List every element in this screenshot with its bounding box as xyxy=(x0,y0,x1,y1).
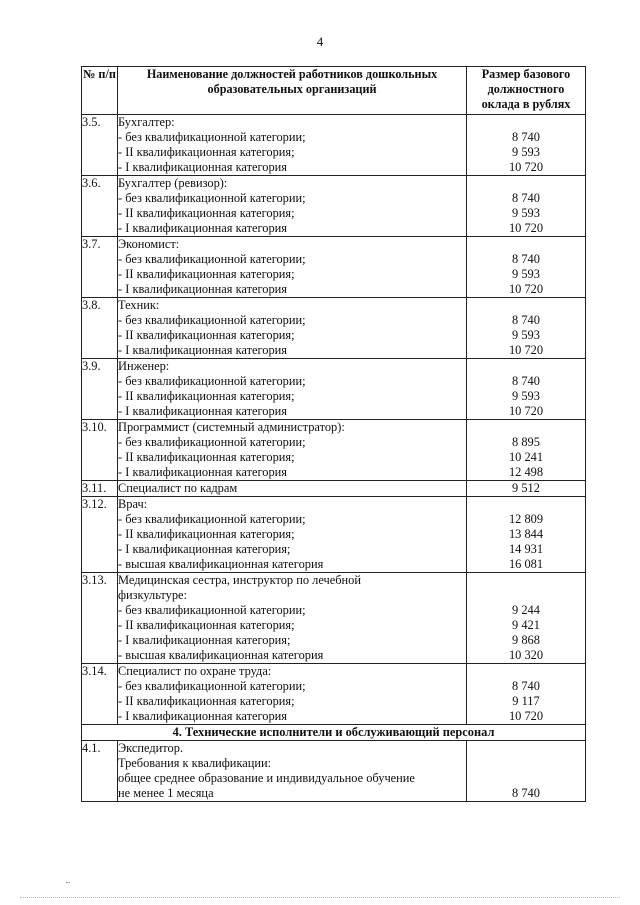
category-label: - II квалификационная категория; xyxy=(118,527,295,541)
row-number xyxy=(82,298,118,359)
position-title: Инженер: xyxy=(118,359,170,373)
table-row xyxy=(82,497,586,573)
row-number-text: 3.7. xyxy=(82,237,101,251)
salary-value: 8 740 xyxy=(512,786,540,800)
position-cell xyxy=(118,664,467,725)
row-number xyxy=(82,420,118,481)
header-position-name: Наименование должностей работников дошкольных образовательных организаций xyxy=(118,67,467,115)
table-row xyxy=(82,237,586,298)
salary-value: 9 593 xyxy=(512,328,540,342)
salary-value: 9 868 xyxy=(512,633,540,647)
row-number-text: 3.9. xyxy=(82,359,101,373)
table-row xyxy=(82,664,586,725)
row-number-text: 3.8. xyxy=(82,298,101,312)
category-label: - I квалификационная категория xyxy=(118,709,288,723)
row-number-text: 3.10. xyxy=(82,420,107,434)
position-title-continued: физкультуре: xyxy=(118,588,187,602)
row-number xyxy=(82,115,118,176)
row-number xyxy=(82,741,118,802)
position-title: Специалист по охране труда: xyxy=(118,664,272,678)
position-title: Специалист по кадрам xyxy=(118,481,238,495)
salary-cell xyxy=(467,298,586,359)
category-label: - без квалификационной категории; xyxy=(118,130,306,144)
row-number xyxy=(82,237,118,298)
row-number xyxy=(82,573,118,664)
salary-value: 12 498 xyxy=(508,465,544,479)
page-number: 4 xyxy=(316,34,324,49)
salary-value: 9 593 xyxy=(512,206,540,220)
category-label: - I квалификационная категория; xyxy=(118,542,291,556)
position-description-line: общее среднее образование и индивидуальное обучение xyxy=(118,771,415,785)
table-row xyxy=(82,115,586,176)
category-label: - высшая квалификационная категория xyxy=(118,648,324,662)
salary-value: 8 895 xyxy=(512,435,540,449)
section-heading: 4. Технические исполнители и обслуживающий персонал xyxy=(82,725,586,741)
category-label: - I квалификационная категория; xyxy=(118,633,291,647)
category-label: - без квалификационной категории; xyxy=(118,252,306,266)
table-row xyxy=(82,741,586,802)
position-description-line: не менее 1 месяца xyxy=(118,786,214,800)
salary-table xyxy=(81,66,586,802)
category-label: - II квалификационная категория; xyxy=(118,328,295,342)
salary-cell xyxy=(467,420,586,481)
category-label: - без квалификационной категории; xyxy=(118,435,306,449)
salary-value: 9 593 xyxy=(512,389,540,403)
position-title: Техник: xyxy=(118,298,160,312)
category-label: - II квалификационная категория; xyxy=(118,694,295,708)
salary-value: 10 720 xyxy=(508,221,544,235)
section-heading-row xyxy=(82,725,586,741)
scan-mark xyxy=(66,882,70,887)
position-cell xyxy=(118,497,467,573)
position-title: Бухгалтер (ревизор): xyxy=(118,176,228,190)
position-cell xyxy=(118,741,467,802)
salary-value: 10 720 xyxy=(508,709,544,723)
salary-value: 9 593 xyxy=(512,267,540,281)
category-label: - II квалификационная категория; xyxy=(118,145,295,159)
salary-value: 8 740 xyxy=(512,679,540,693)
table-header-row xyxy=(82,67,586,115)
salary-value: 8 740 xyxy=(512,252,540,266)
salary-value: 8 740 xyxy=(512,313,540,327)
category-label: - I квалификационная категория xyxy=(118,465,288,479)
salary-value: 8 740 xyxy=(512,130,540,144)
row-number xyxy=(82,359,118,420)
salary-value: 8 740 xyxy=(512,374,540,388)
position-cell xyxy=(118,298,467,359)
category-label: - без квалификационной категории; xyxy=(118,313,306,327)
table-row xyxy=(82,176,586,237)
category-label: - I квалификационная категория xyxy=(118,160,288,174)
row-number-text: 3.11. xyxy=(82,481,107,495)
salary-value: 9 512 xyxy=(512,481,540,495)
position-title: Экономист: xyxy=(118,237,180,251)
position-title: Бухгалтер: xyxy=(118,115,175,129)
salary-cell xyxy=(467,359,586,420)
salary-cell xyxy=(467,176,586,237)
salary-value: 9 421 xyxy=(512,618,540,632)
position-cell xyxy=(118,359,467,420)
row-number-text: 3.6. xyxy=(82,176,101,190)
table-row xyxy=(82,298,586,359)
position-cell xyxy=(118,420,467,481)
category-label: - без квалификационной категории; xyxy=(118,191,306,205)
salary-cell xyxy=(467,664,586,725)
row-number xyxy=(82,497,118,573)
footer-rule xyxy=(20,897,620,898)
category-label: - I квалификационная категория xyxy=(118,343,288,357)
row-number-text: 3.14. xyxy=(82,664,107,678)
salary-value: 16 081 xyxy=(508,557,544,571)
category-label: - без квалификационной категории; xyxy=(118,374,306,388)
category-label: - I квалификационная категория xyxy=(118,404,288,418)
salary-value: 10 320 xyxy=(508,648,544,662)
salary-value: 10 720 xyxy=(508,343,544,357)
table-row xyxy=(82,420,586,481)
position-cell xyxy=(118,237,467,298)
position-title: Медицинская сестра, инструктор по лечебной xyxy=(118,573,362,587)
row-number xyxy=(82,481,118,497)
category-label: - высшая квалификационная категория xyxy=(118,557,324,571)
salary-value: 9 593 xyxy=(512,145,540,159)
position-cell xyxy=(118,176,467,237)
table-row xyxy=(82,359,586,420)
category-label: - без квалификационной категории; xyxy=(118,603,306,617)
category-label: - II квалификационная категория; xyxy=(118,267,295,281)
row-number-text: 3.13. xyxy=(82,573,107,587)
salary-cell xyxy=(467,573,586,664)
category-label: - I квалификационная категория xyxy=(118,282,288,296)
category-label: - II квалификационная категория; xyxy=(118,206,295,220)
salary-value: 14 931 xyxy=(508,542,544,556)
category-label: - I квалификационная категория xyxy=(118,221,288,235)
position-description-line: Требования к квалификации: xyxy=(118,756,272,770)
position-title: Врач: xyxy=(118,497,148,511)
table-row xyxy=(82,481,586,497)
category-label: - без квалификационной категории; xyxy=(118,512,306,526)
salary-cell xyxy=(467,237,586,298)
salary-cell xyxy=(467,497,586,573)
row-number-text: 3.12. xyxy=(82,497,107,511)
row-number-text: 4.1. xyxy=(82,741,101,755)
category-label: - без квалификационной категории; xyxy=(118,679,306,693)
salary-value: 10 720 xyxy=(508,282,544,296)
category-label: - II квалификационная категория; xyxy=(118,389,295,403)
table-row xyxy=(82,573,586,664)
row-number-text: 3.5. xyxy=(82,115,101,129)
header-number: № п/п xyxy=(82,67,118,115)
salary-value: 10 720 xyxy=(508,160,544,174)
salary-cell xyxy=(467,481,586,497)
salary-value: 9 117 xyxy=(512,694,540,708)
position-cell xyxy=(118,481,467,497)
salary-cell xyxy=(467,115,586,176)
salary-value: 10 241 xyxy=(508,450,544,464)
header-salary-size: Размер базового должностного оклада в рублях xyxy=(467,67,586,115)
row-number xyxy=(82,176,118,237)
salary-value: 12 809 xyxy=(508,512,544,526)
category-label: - II квалификационная категория; xyxy=(118,618,295,632)
salary-value: 13 844 xyxy=(508,527,544,541)
category-label: - II квалификационная категория; xyxy=(118,450,295,464)
position-title: Программист (системный администратор): xyxy=(118,420,345,434)
position-description-line: Экспедитор. xyxy=(118,741,184,755)
position-cell xyxy=(118,573,467,664)
salary-value: 10 720 xyxy=(508,404,544,418)
position-cell xyxy=(118,115,467,176)
salary-value: 8 740 xyxy=(512,191,540,205)
row-number xyxy=(82,664,118,725)
salary-value: 9 244 xyxy=(512,603,540,617)
salary-cell xyxy=(467,741,586,802)
